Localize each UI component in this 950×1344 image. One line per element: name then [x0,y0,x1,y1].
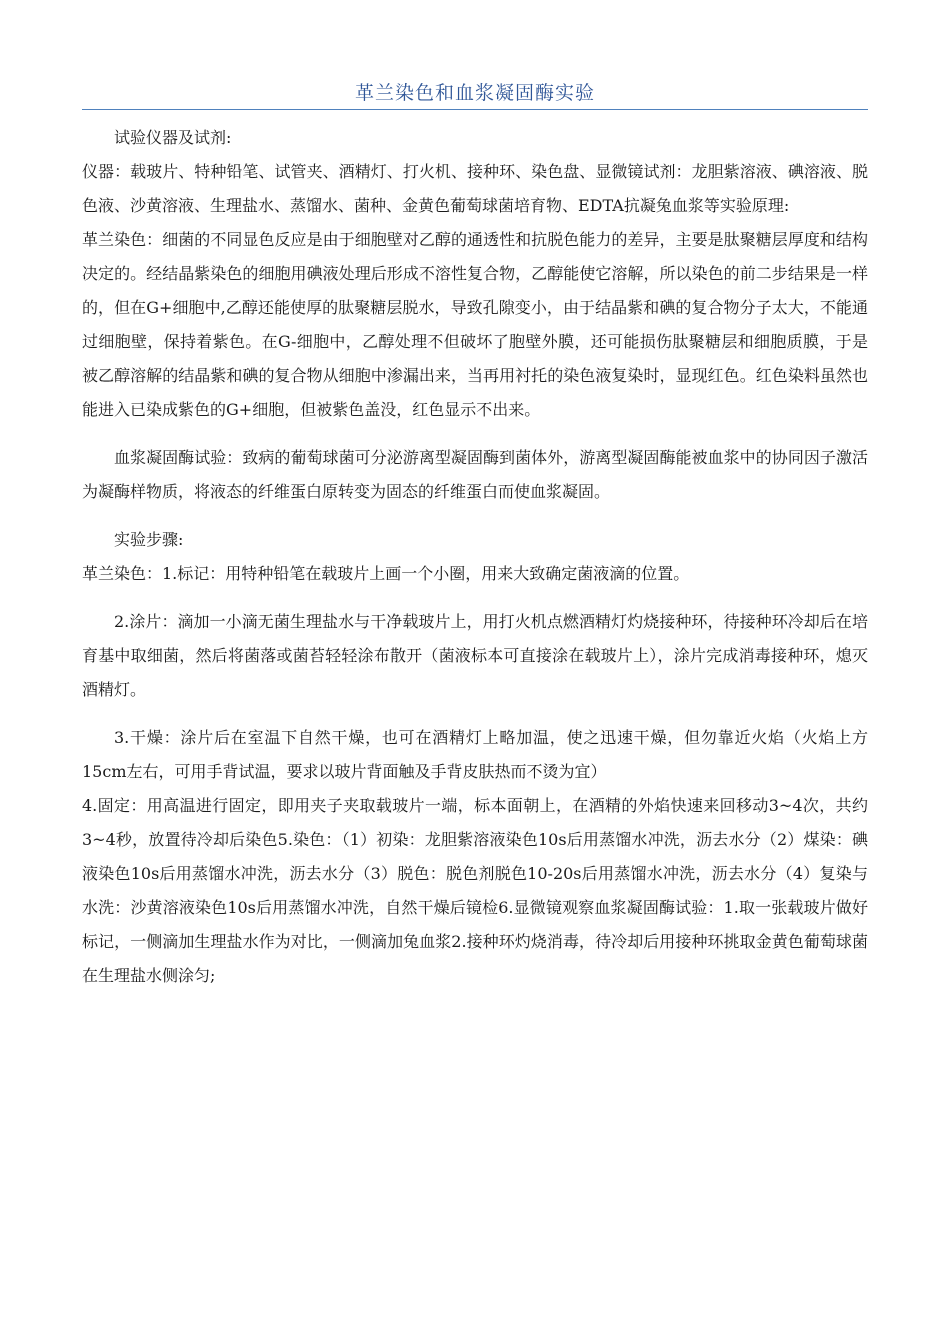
paragraph-gram-principle: 革兰染色：细菌的不同显色反应是由于细胞壁对乙醇的通透性和抗脱色能力的差异，主要是肽聚糖层厚度和结构决定的。经结晶紫染色的细胞用碘液处理后形成不溶性复合物，乙醇能使它溶解，所以染色的前二步结果是一样的，但在G+细胞中,乙醇还能使厚的肽聚糖层脱水，导致孔隙变小，由于结晶紫和碘的复合物分子太大，不能通过细胞壁，保持着紫色。在G-细胞中，乙醇处理不但破坏了胞壁外膜，还可能损伤肽聚糖层和细胞质膜，于是被乙醇溶解的结晶紫和碘的复合物从细胞中渗漏出来，当再用衬托的染色液复染时，显现红色。红色染料虽然也能进入已染成紫色的G+细胞，但被紫色盖没，红色显示不出来。 [82,230,868,419]
document-title: 革兰染色和血浆凝固酶实验 [354,82,595,104]
paragraph-materials-heading: 试验仪器及试剂: [114,128,232,147]
paragraph-steps-heading: 实验步骤: [114,530,184,549]
paragraph-step-3: 3.干燥：涂片后在室温下自然干燥，也可在酒精灯上略加温，使之迅速干燥，但勿靠近火焰（火焰上方15cm左右，可用手背试温，要求以玻片背面触及手背皮肤热而不烫为宜） [82,728,868,781]
paragraph-step-4-to-6: 4.固定：用高温进行固定，即用夹子夹取载玻片一端，标本面朝上，在酒精的外焰快速来回移动3~4次，共约3~4秒，放置待冷却后染色5.染色：（1）初染：龙胆紫溶液染色10s后用蒸馏水冲洗，沥去水分（2）煤染：碘液染色10s后用蒸馏水冲洗，沥去水分（3）脱色：脱色剂脱色10-20s后用蒸馏水冲洗，沥去水分（4）复染与水洗：沙黄溶液染色10s后用蒸馏水冲洗，自然干燥后镜检6.显微镜观察血浆凝固酶试验：1.取一张载玻片做好标记，一侧滴加生理盐水作为对比，一侧滴加兔血浆2.接种环灼烧消毒，待冷却后用接种环挑取金黄色葡萄球菌在生理盐水侧涂匀; [82,796,868,985]
title-bar [82,78,868,110]
paragraph-coagulase-principle: 血浆凝固酶试验：致病的葡萄球菌可分泌游离型凝固酶到菌体外，游离型凝固酶能被血浆中的协同因子激活为凝酶样物质，将液态的纤维蛋白原转变为固态的纤维蛋白而使血浆凝固。 [82,448,868,501]
paragraph-step-2: 2.涂片：滴加一小滴无菌生理盐水与干净载玻片上，用打火机点燃酒精灯灼烧接种环，待接种环冷却后在培育基中取细菌，然后将菌落或菌苔轻轻涂布散开（菌液标本可直接涂在载玻片上），涂片完成消毒接种环，熄灭酒精灯。 [82,612,868,699]
paragraph-step-1: 革兰染色：1.标记：用特种铅笔在载玻片上画一个小圈，用来大致确定菌液滴的位置。 [82,564,690,583]
document-body [82,121,868,993]
paragraph-instruments: 仪器：载玻片、特种铅笔、试管夹、酒精灯、打火机、接种环、染色盘、显微镜试剂：龙胆紫溶液、碘溶液、脱色液、沙黄溶液、生理盐水、蒸馏水、菌种、金黄色葡萄球菌培育物、EDTA抗凝兔血浆等实验原理: [82,162,868,215]
